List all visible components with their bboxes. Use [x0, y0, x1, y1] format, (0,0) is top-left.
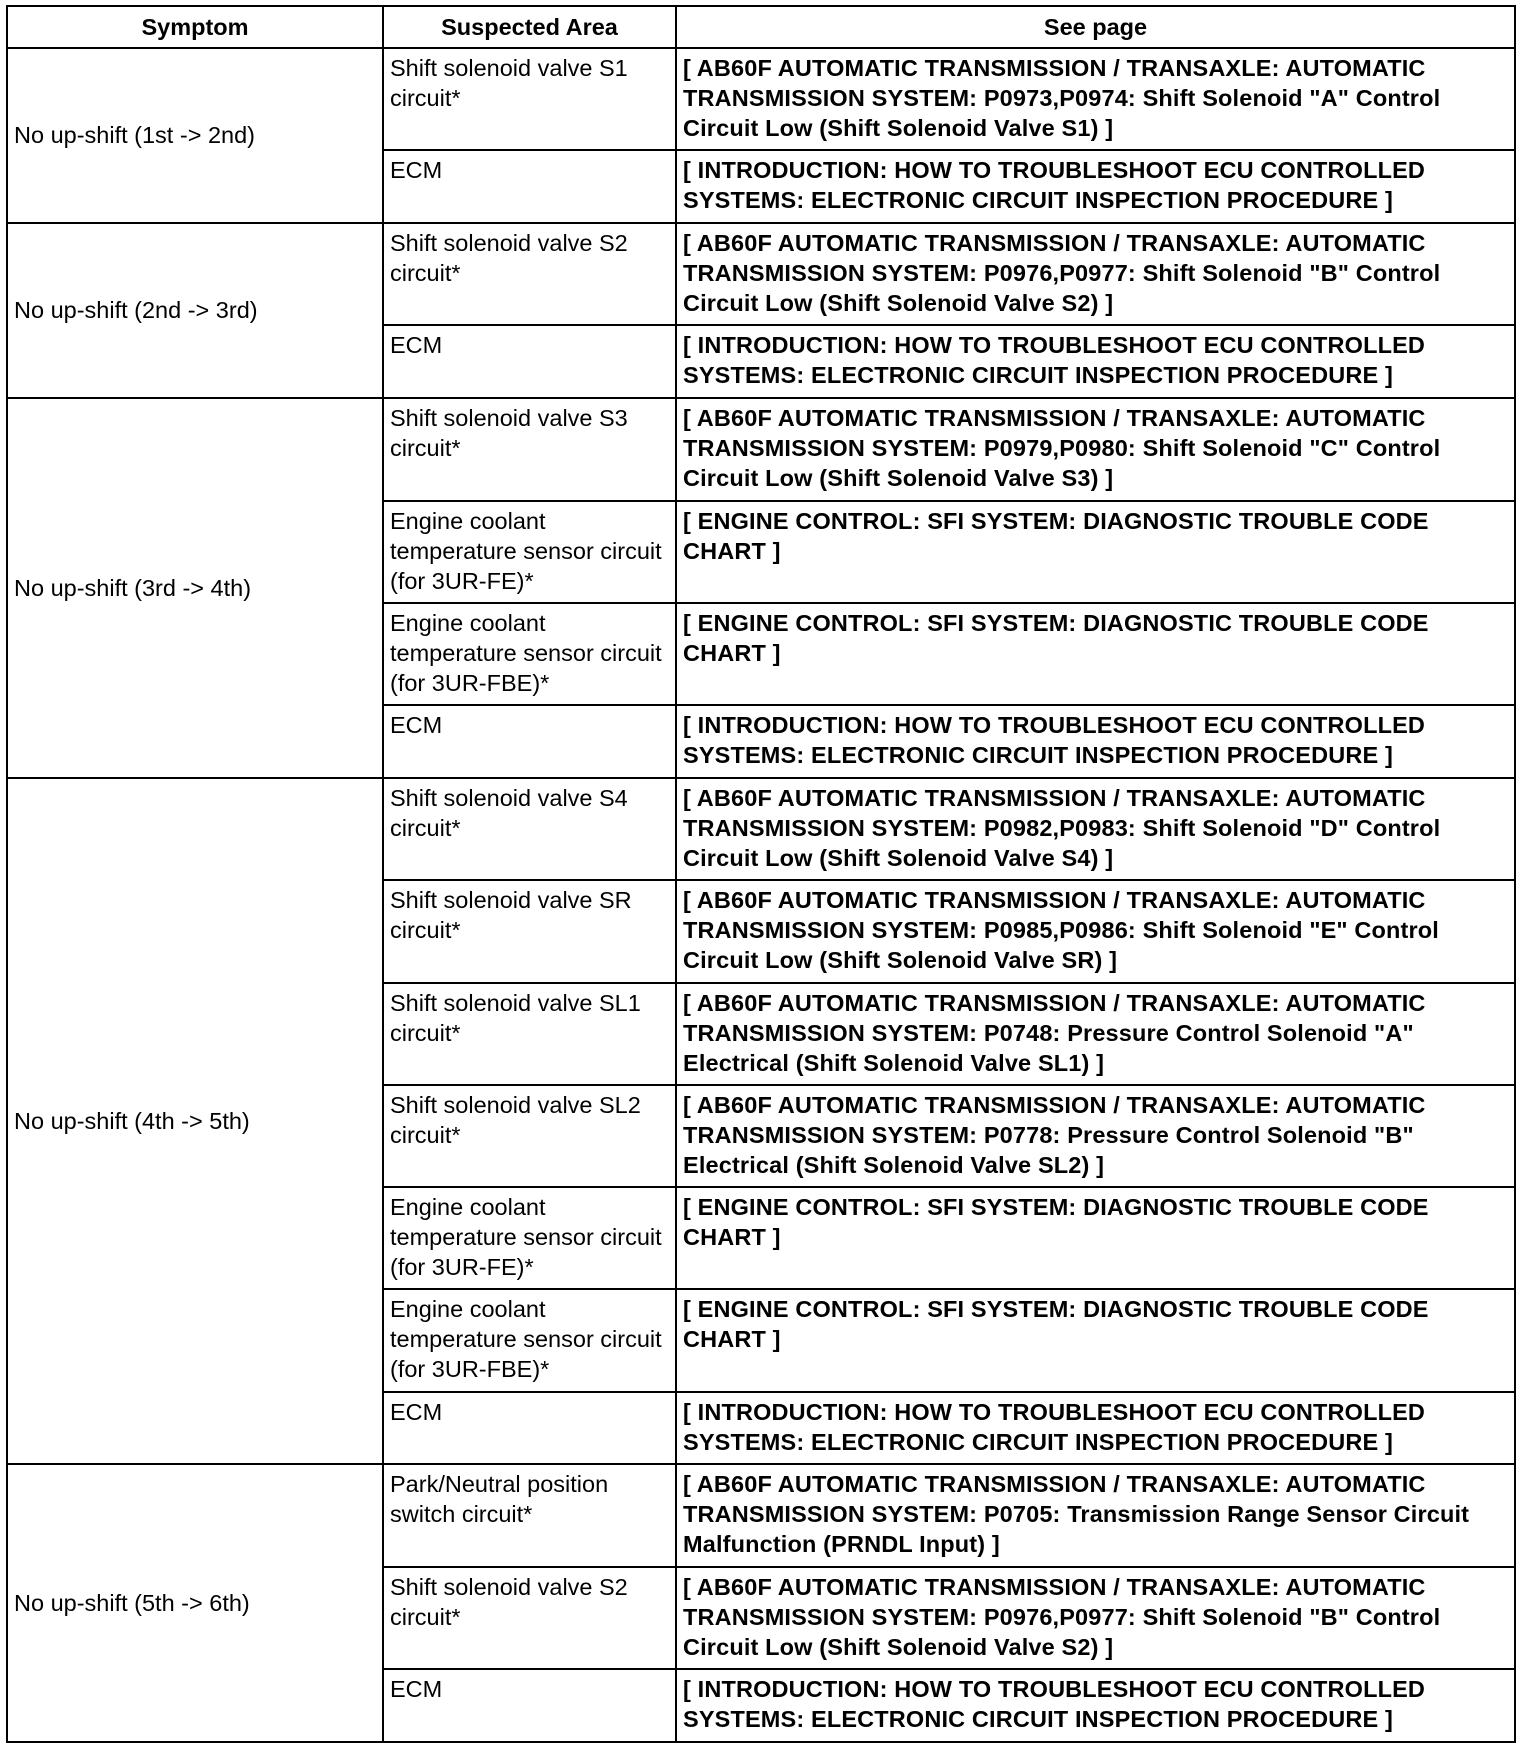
- suspected-area-cell: ECM: [383, 705, 676, 778]
- suspected-area-cell: ECM: [383, 1392, 676, 1465]
- see-page-cell: [ AB60F AUTOMATIC TRANSMISSION / TRANSAXLE: AUTOMATIC TRANSMISSION SYSTEM: P0748: Pressure Control Solenoid "A" Electrical (Shift Solenoid Valve SL1) ]: [676, 983, 1515, 1085]
- symptom-cell: No up-shift (3rd -> 4th): [7, 398, 383, 778]
- symptom-cell: No up-shift (1st -> 2nd): [7, 48, 383, 223]
- see-page-cell: [ INTRODUCTION: HOW TO TROUBLESHOOT ECU CONTROLLED SYSTEMS: ELECTRONIC CIRCUIT INSPECTION PROCEDURE ]: [676, 325, 1515, 398]
- see-page-cell: [ AB60F AUTOMATIC TRANSMISSION / TRANSAXLE: AUTOMATIC TRANSMISSION SYSTEM: P0985,P0986: Shift Solenoid "E" Control Circuit Low (Shift Solenoid Valve SR) ]: [676, 880, 1515, 982]
- see-page-cell: [ AB60F AUTOMATIC TRANSMISSION / TRANSAXLE: AUTOMATIC TRANSMISSION SYSTEM: P0778: Pressure Control Solenoid "B" Electrical (Shift Solenoid Valve SL2) ]: [676, 1085, 1515, 1187]
- table-row: [7, 223, 1515, 325]
- table-row: [7, 48, 1515, 150]
- table-row: [7, 778, 1515, 880]
- header-symptom: Symptom: [7, 6, 383, 48]
- see-page-cell: [ AB60F AUTOMATIC TRANSMISSION / TRANSAXLE: AUTOMATIC TRANSMISSION SYSTEM: P0976,P0977: Shift Solenoid "B" Control Circuit Low (Shift Solenoid Valve S2) ]: [676, 1567, 1515, 1669]
- header-suspected-area: Suspected Area: [383, 6, 676, 48]
- table-row: [7, 1464, 1515, 1566]
- suspected-area-cell: ECM: [383, 150, 676, 223]
- symptom-cell: No up-shift (2nd -> 3rd): [7, 223, 383, 398]
- suspected-area-cell: Shift solenoid valve SL1 circuit*: [383, 983, 676, 1085]
- see-page-cell: [ INTRODUCTION: HOW TO TROUBLESHOOT ECU CONTROLLED SYSTEMS: ELECTRONIC CIRCUIT INSPECTION PROCEDURE ]: [676, 1669, 1515, 1742]
- suspected-area-cell: ECM: [383, 1669, 676, 1742]
- suspected-area-cell: Engine coolant temperature sensor circuit (for 3UR-FBE)*: [383, 1289, 676, 1391]
- see-page-cell: [ INTRODUCTION: HOW TO TROUBLESHOOT ECU CONTROLLED SYSTEMS: ELECTRONIC CIRCUIT INSPECTION PROCEDURE ]: [676, 705, 1515, 778]
- table-header-row: [7, 6, 1515, 48]
- table-row: [7, 398, 1515, 500]
- suspected-area-cell: Shift solenoid valve S1 circuit*: [383, 48, 676, 150]
- suspected-area-cell: Shift solenoid valve S4 circuit*: [383, 778, 676, 880]
- suspected-area-cell: Engine coolant temperature sensor circuit (for 3UR-FE)*: [383, 1187, 676, 1289]
- see-page-cell: [ AB60F AUTOMATIC TRANSMISSION / TRANSAXLE: AUTOMATIC TRANSMISSION SYSTEM: P0705: Transmission Range Sensor Circuit Malfunction (PRNDL Input) ]: [676, 1464, 1515, 1566]
- symptom-cell: No up-shift (5th -> 6th): [7, 1464, 383, 1742]
- see-page-cell: [ ENGINE CONTROL: SFI SYSTEM: DIAGNOSTIC TROUBLE CODE CHART ]: [676, 501, 1515, 603]
- see-page-cell: [ INTRODUCTION: HOW TO TROUBLESHOOT ECU CONTROLLED SYSTEMS: ELECTRONIC CIRCUIT INSPECTION PROCEDURE ]: [676, 150, 1515, 223]
- suspected-area-cell: Shift solenoid valve SR circuit*: [383, 880, 676, 982]
- suspected-area-cell: Engine coolant temperature sensor circuit (for 3UR-FE)*: [383, 501, 676, 603]
- suspected-area-cell: Shift solenoid valve S3 circuit*: [383, 398, 676, 500]
- symptom-cell: No up-shift (4th -> 5th): [7, 778, 383, 1464]
- header-see-page: See page: [676, 6, 1515, 48]
- see-page-cell: [ AB60F AUTOMATIC TRANSMISSION / TRANSAXLE: AUTOMATIC TRANSMISSION SYSTEM: P0979,P0980: Shift Solenoid "C" Control Circuit Low (Shift Solenoid Valve S3) ]: [676, 398, 1515, 500]
- see-page-cell: [ ENGINE CONTROL: SFI SYSTEM: DIAGNOSTIC TROUBLE CODE CHART ]: [676, 603, 1515, 705]
- suspected-area-cell: Park/Neutral position switch circuit*: [383, 1464, 676, 1566]
- see-page-cell: [ INTRODUCTION: HOW TO TROUBLESHOOT ECU CONTROLLED SYSTEMS: ELECTRONIC CIRCUIT INSPECTION PROCEDURE ]: [676, 1392, 1515, 1465]
- suspected-area-cell: Engine coolant temperature sensor circuit (for 3UR-FBE)*: [383, 603, 676, 705]
- troubleshooting-table: [6, 5, 1516, 1743]
- see-page-cell: [ AB60F AUTOMATIC TRANSMISSION / TRANSAXLE: AUTOMATIC TRANSMISSION SYSTEM: P0982,P0983: Shift Solenoid "D" Control Circuit Low (Shift Solenoid Valve S4) ]: [676, 778, 1515, 880]
- see-page-cell: [ AB60F AUTOMATIC TRANSMISSION / TRANSAXLE: AUTOMATIC TRANSMISSION SYSTEM: P0976,P0977: Shift Solenoid "B" Control Circuit Low (Shift Solenoid Valve S2) ]: [676, 223, 1515, 325]
- suspected-area-cell: Shift solenoid valve SL2 circuit*: [383, 1085, 676, 1187]
- suspected-area-cell: ECM: [383, 325, 676, 398]
- suspected-area-cell: Shift solenoid valve S2 circuit*: [383, 223, 676, 325]
- see-page-cell: [ ENGINE CONTROL: SFI SYSTEM: DIAGNOSTIC TROUBLE CODE CHART ]: [676, 1187, 1515, 1289]
- suspected-area-cell: Shift solenoid valve S2 circuit*: [383, 1567, 676, 1669]
- see-page-cell: [ ENGINE CONTROL: SFI SYSTEM: DIAGNOSTIC TROUBLE CODE CHART ]: [676, 1289, 1515, 1391]
- see-page-cell: [ AB60F AUTOMATIC TRANSMISSION / TRANSAXLE: AUTOMATIC TRANSMISSION SYSTEM: P0973,P0974: Shift Solenoid "A" Control Circuit Low (Shift Solenoid Valve S1) ]: [676, 48, 1515, 150]
